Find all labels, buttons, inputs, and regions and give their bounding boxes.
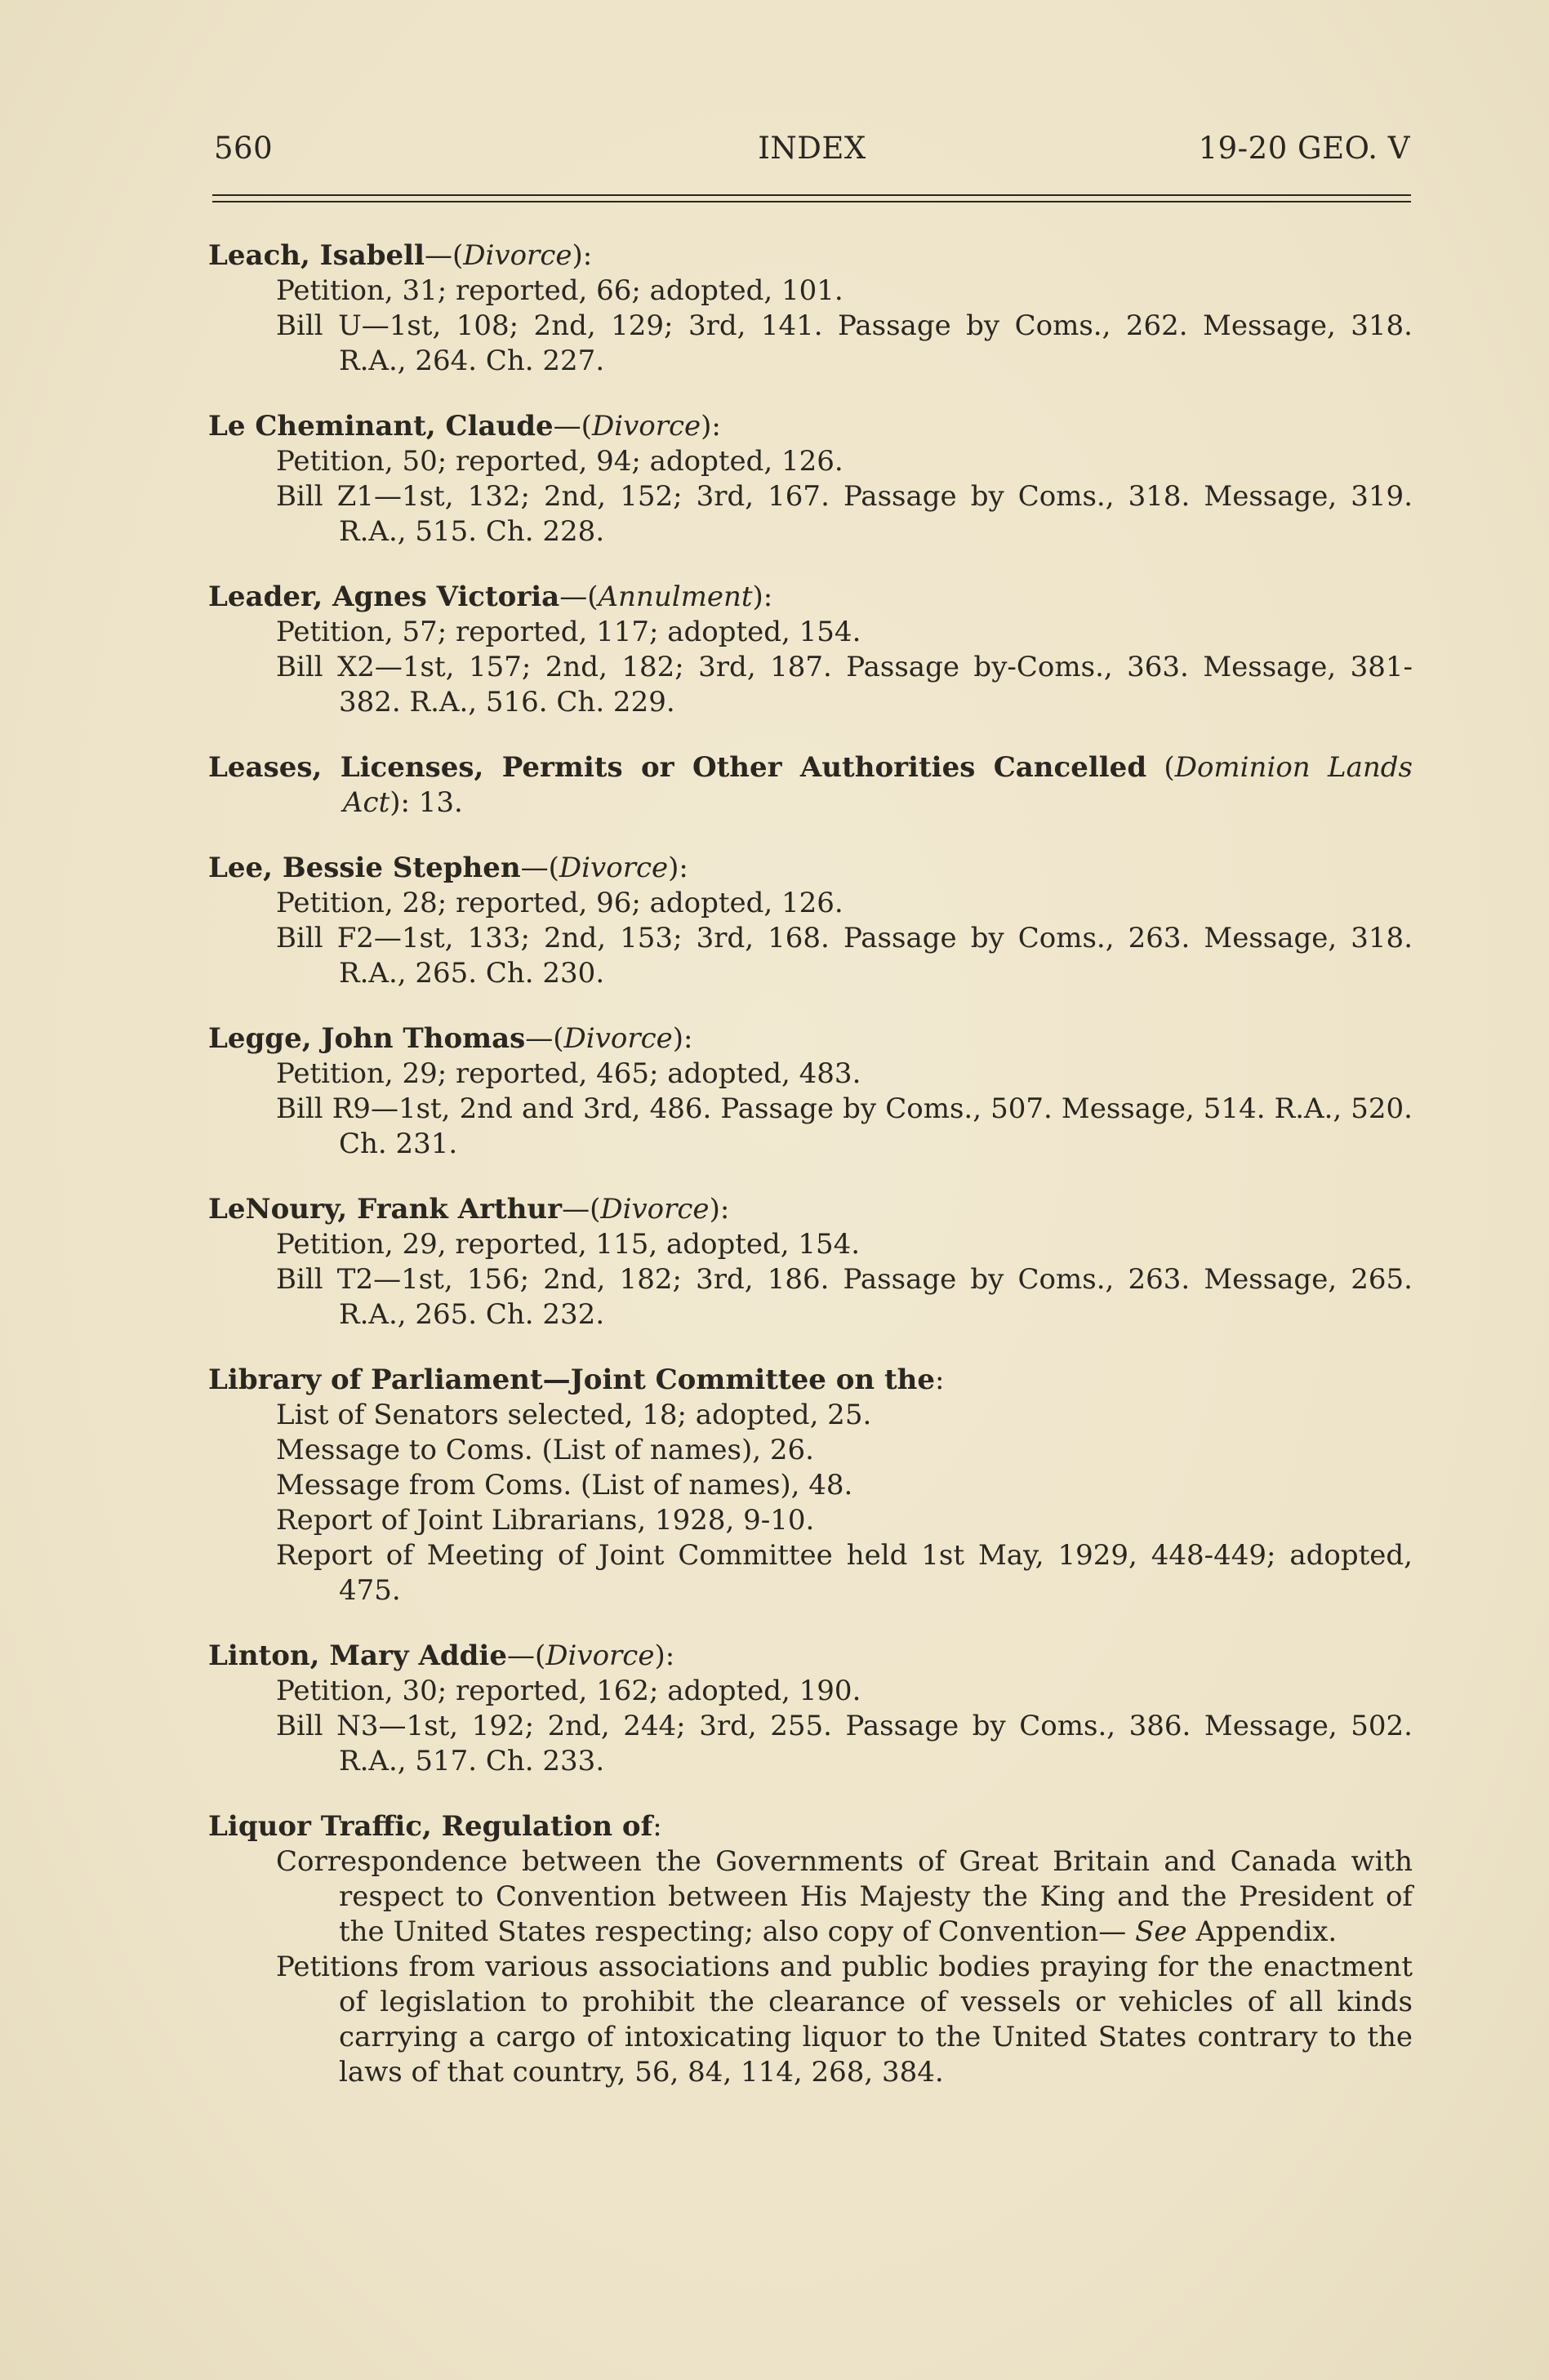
index-entry: [208, 409, 1413, 549]
entry-line: Petition, 28; reported, 96; adopted, 126.: [276, 887, 843, 919]
entry-line: Petition, 29; reported, 465; adopted, 483.: [276, 1057, 861, 1090]
entry-line: Bill R9—1st, 2nd and 3rd, 486. Passage by Coms., 507. Message, 514. R.A., 520. Ch. 231.: [276, 1092, 1413, 1160]
index-entries: [208, 238, 1413, 2120]
entry-heading: Liquor Traffic, Regulation of:: [208, 1810, 662, 1843]
entry-suffix: : 13.: [400, 786, 463, 819]
entry-line: List of Senators selected, 18; adopted, 25.: [276, 1399, 872, 1431]
entry-line: Petitions from various associations and public bodies praying for the enactment of legislation to prohibit the clearance of vessels or vehicles of all kinds carrying a cargo of intoxicating liquor to the United States contrary to the laws of that country, 56, 84, 114, 268, 384.: [276, 1951, 1413, 2089]
entry-kind: Divorce: [591, 410, 701, 443]
entry-name: Leases, Licenses, Permits or Other Authorities Cancelled: [208, 751, 1147, 784]
entry-heading: Leases, Licenses, Permits or Other Authorities Cancelled (Dominion Lands Act): 13.: [208, 751, 1413, 819]
entry-kind: Annulment: [598, 581, 753, 613]
entry-line: Report of Meeting of Joint Committee held 1st May, 1929, 448-449; adopted, 475.: [276, 1539, 1413, 1607]
entry-heading: Le Cheminant, Claude—(Divorce):: [208, 410, 721, 443]
entry-heading: Lee, Bessie Stephen—(Divorce):: [208, 852, 688, 884]
index-entry: [208, 1809, 1413, 2090]
header-rule-bottom: [212, 201, 1411, 202]
header-rule-top: [212, 194, 1411, 196]
entry-kind: Divorce: [563, 1022, 673, 1055]
session-label: 19-20 GEO. V: [1198, 131, 1410, 166]
entry-kind: Divorce: [463, 239, 572, 272]
entry-line: Bill U—1st, 108; 2nd, 129; 3rd, 141. Passage by Coms., 262. Message, 318. R.A., 264. Ch. 227.: [276, 309, 1413, 377]
entry-line: Message from Coms. (List of names), 48.: [276, 1469, 853, 1501]
entry-line: Petition, 50; reported, 94; adopted, 126.: [276, 445, 843, 478]
entry-kind: Divorce: [559, 852, 669, 884]
entry-line: [208, 1844, 1413, 1950]
entry-line: Petition, 31; reported, 66; adopted, 101.: [276, 274, 843, 307]
entry-kind: Divorce: [600, 1193, 710, 1226]
see-reference: See: [1135, 1915, 1187, 1948]
index-entry: [208, 1192, 1413, 1332]
index-entry: [208, 1363, 1413, 1608]
entry-heading: Linton, Mary Addie—(Divorce):: [208, 1639, 675, 1672]
entry-line: Petition, 57; reported, 117; adopted, 154.: [276, 616, 861, 648]
entry-line: Bill X2—1st, 157; 2nd, 182; 3rd, 187. Passage by-Coms., 363. Message, 381-382. R.A., 516. Ch. 229.: [276, 651, 1413, 718]
entry-line: Petition, 30; reported, 162; adopted, 190.: [276, 1675, 861, 1707]
index-entry: [208, 580, 1413, 720]
entry-line: Bill T2—1st, 156; 2nd, 182; 3rd, 186. Passage by Coms., 263. Message, 265. R.A., 265. Ch. 232.: [276, 1263, 1413, 1331]
index-entry: [208, 750, 1413, 821]
page-header: [214, 131, 1410, 171]
entry-line: Bill Z1—1st, 132; 2nd, 152; 3rd, 167. Passage by Coms., 318. Message, 319. R.A., 515. Ch. 228.: [276, 480, 1413, 548]
see-target: Appendix.: [1195, 1915, 1338, 1948]
index-entry: [208, 851, 1413, 991]
entry-name: Legge, John Thomas: [208, 1022, 526, 1055]
index-entry: [208, 238, 1413, 379]
entry-name: Library of Parliament—Joint Committee on the: [208, 1363, 936, 1396]
entry-name: Lee, Bessie Stephen: [208, 852, 521, 884]
entry-line-text: Correspondence between the Governments of Great Britain and Canada with respect to Convention between His Majesty the King and the President of the United States respecting; also copy of Convention—: [276, 1845, 1413, 1948]
entry-heading: Leach, Isabell—(Divorce):: [208, 239, 593, 272]
entry-line: Bill F2—1st, 133; 2nd, 153; 3rd, 168. Passage by Coms., 263. Message, 318. R.A., 265. Ch. 230.: [276, 922, 1413, 990]
entry-name: LeNoury, Frank Arthur: [208, 1193, 563, 1226]
entry-line: Petition, 29, reported, 115, adopted, 154.: [276, 1228, 861, 1261]
entry-line: Bill N3—1st, 192; 2nd, 244; 3rd, 255. Passage by Coms., 386. Message, 502. R.A., 517. Ch. 233.: [276, 1710, 1413, 1777]
entry-name: Liquor Traffic, Regulation of: [208, 1810, 653, 1843]
entry-heading: Leader, Agnes Victoria—(Annulment):: [208, 581, 773, 613]
index-entry: [208, 1639, 1413, 1779]
entry-name: Le Cheminant, Claude: [208, 410, 554, 443]
page-number: 560: [214, 131, 274, 166]
entry-name: Linton, Mary Addie: [208, 1639, 507, 1672]
entry-name: Leach, Isabell: [208, 239, 425, 272]
entry-heading: Legge, John Thomas—(Divorce):: [208, 1022, 693, 1055]
index-entry: [208, 1021, 1413, 1162]
entry-name: Leader, Agnes Victoria: [208, 581, 560, 613]
entry-heading: Library of Parliament—Joint Committee on the:: [208, 1363, 945, 1396]
entry-kind: Dominion Lands Act: [343, 751, 1413, 819]
page-title: INDEX: [758, 131, 866, 166]
entry-line: Message to Coms. (List of names), 26.: [276, 1434, 814, 1466]
entry-kind: Divorce: [545, 1639, 655, 1672]
entry-heading: LeNoury, Frank Arthur—(Divorce):: [208, 1193, 730, 1226]
entry-line: Report of Joint Librarians, 1928, 9-10.: [276, 1504, 815, 1537]
